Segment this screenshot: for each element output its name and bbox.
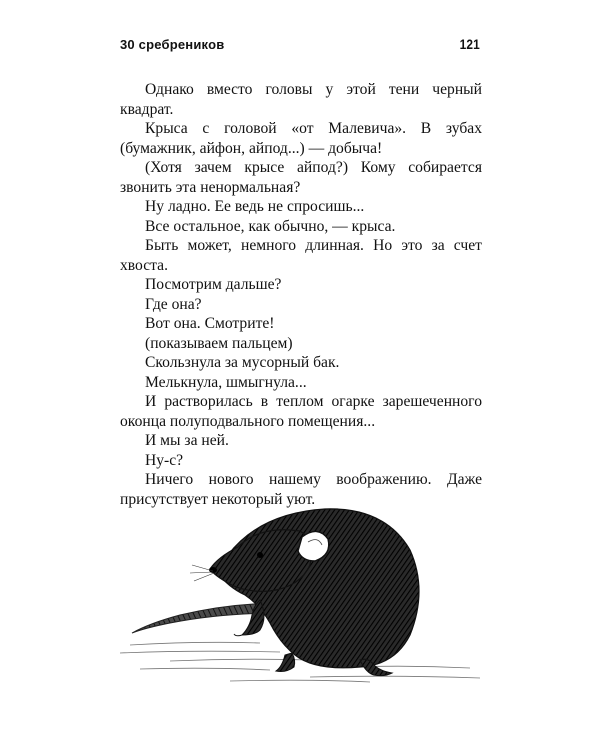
paragraph: Ну-с?: [145, 451, 184, 469]
rat-illustration: [110, 495, 490, 690]
paragraph: Крыса с головой «от Малевича». В зубах (бумажник, айфон, айпод...) — добыча!: [120, 120, 482, 157]
rat-ear: [298, 531, 329, 561]
rat-eye: [257, 552, 263, 558]
paragraph: И растворилась в теплом огарке зарешеченного оконца полуподвального помещения...: [120, 393, 482, 430]
paragraph: Где она?: [145, 295, 202, 313]
paragraph: Скользнула за мусорный бак.: [145, 354, 340, 371]
running-head: [120, 36, 480, 56]
paragraph: Мелькнула, шмыгнула...: [145, 373, 307, 391]
paragraph: Посмотрим дальше?: [145, 276, 282, 293]
paragraph: Быть может, немного длинная. Но это за счет хвоста.: [120, 237, 482, 274]
paragraph: Ничего нового нашему воображению. Даже присутствует некоторый уют.: [120, 471, 482, 508]
paragraph: И мы за ней.: [145, 432, 229, 449]
paragraph: Вот она. Смотрите!: [145, 315, 275, 332]
running-title: 30 сребреников: [120, 37, 225, 52]
paragraph: (Хотя зачем крысе айпод?) Кому собирается звонить эта ненормальная?: [120, 159, 482, 196]
paragraph: Однако вместо головы у этой тени черный квадрат.: [120, 81, 482, 118]
body-text: [120, 80, 482, 509]
paragraph: Ну ладно. Ее ведь не спросишь...: [145, 198, 365, 215]
paragraph: (показываем пальцем): [145, 334, 293, 352]
paragraph: Все остальное, как обычно, — крыса.: [145, 217, 396, 235]
page-number: 121: [459, 36, 480, 52]
rat-left-foot: [276, 653, 295, 672]
